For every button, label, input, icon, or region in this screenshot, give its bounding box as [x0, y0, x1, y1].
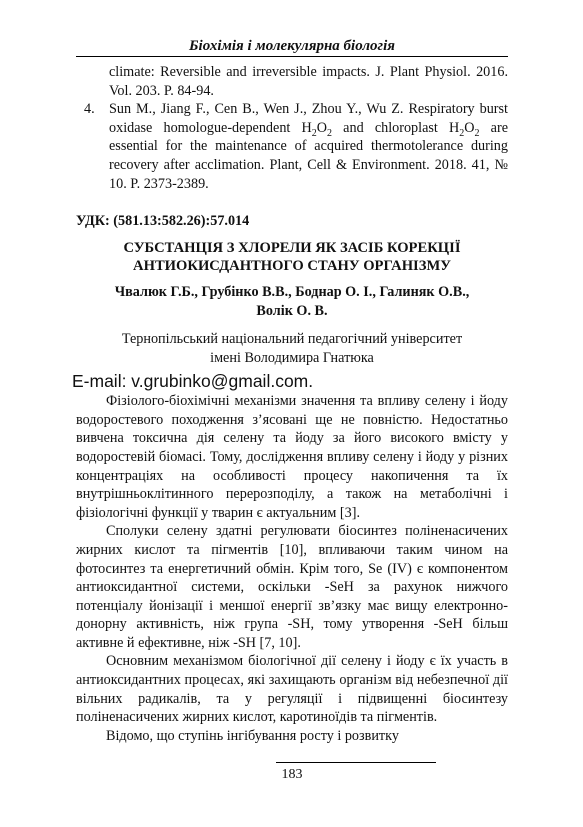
footer-rule [276, 762, 436, 763]
article-authors [76, 283, 508, 321]
page-number: 183 [281, 767, 303, 782]
page-content [72, 36, 508, 745]
authors-line-1: Чвалюк Г.Б., Грубінко В.В., Боднар О. І., Галиняк О.В., [114, 284, 470, 301]
affiliation [76, 330, 508, 367]
body-paragraph: Відомо, що ступінь інгібування росту і розвитку [106, 727, 399, 744]
contact-email[interactable]: E-mail: v.grubinko@gmail.com. [72, 371, 314, 392]
running-header: Біохімія і молекулярна біологія [189, 38, 395, 54]
authors-line-2: Волік О. В. [256, 303, 328, 320]
body-paragraph: Основним механізмом біологічної дії селену і йоду є їх участь в антиоксидантних процесах, які захищають організм від небезпечної дії вільних радикалів, та у регуляції і підвищенні біосинтезу поліненасичених жирних кислот, каротиноїдів та пігментів. [76, 653, 508, 726]
body-paragraph: Сполуки селену здатні регулювати біосинтез поліненасичених жирних кислот та пігментів [10], впливаючи таким чином на фотосинтез та енергетичний обмін. Крім того, Se (IV) є компонентом антиоксидантної системи, оскільки -SeH за рахунок нижчого потенціалу йонізації і меншої енергії зв’язку має вищу електронно-донорну активність, ніж група -SH, тому утворення -SeH більш активне й ефективне, ніж -SH [7, 10]. [76, 523, 508, 651]
reference-number: 4. [84, 101, 95, 118]
page-footer [76, 762, 508, 783]
udc-code: УДК: (581.13:582.26):57.014 [76, 213, 250, 230]
reference-continuation: climate: Reversible and irreversible impacts. J. Plant Physiol. 2016. Vol. 203. P. 84-94. [109, 64, 508, 99]
header-rule [76, 56, 508, 57]
affiliation-line-2: імені Володимира Гнатюка [210, 349, 374, 366]
article-title [76, 239, 508, 275]
article-title-line-2: АНТИОКИСДАНТНОГО СТАНУ ОРГАНІЗМУ [133, 258, 451, 275]
reference-item-4 [76, 100, 508, 193]
reference-text: Sun M., Jiang F., Cen B., Wen J., Zhou Y., Wu Z. Respiratory burst oxidase homologue-dependent $H_2O_2$ and chloroplast $H_2O_2$ are essential for the maintenance of acquired thermotolerance during recovery after acclimation. Plant, Cell & Environment. 2018. 41, № 10. P. 2373-2389. [109, 101, 508, 192]
article-title-line-1: СУБСТАНЦІЯ З ХЛОРЕЛИ ЯК ЗАСІБ КОРЕКЦІЇ [123, 240, 461, 257]
affiliation-line-1: Тернопільський національний педагогічний університет [121, 331, 463, 348]
body-paragraph: Фізіолого-біохімічні механізми значення та впливу селену і йоду водоростевого походження з’ясовані ще не повністю. Недостатньо вивчена токсична дія селену та йоду за його високого вмісту у водоростевій біомасі. Тому, дослідження впливу селену і йоду у різних концентраціях на особливості процесу накопичення та їх внутрішньоклітинного перерозподілу, а також на метаболічні і фізіологічні функції у тварин є актуальним [3]. [76, 393, 508, 521]
